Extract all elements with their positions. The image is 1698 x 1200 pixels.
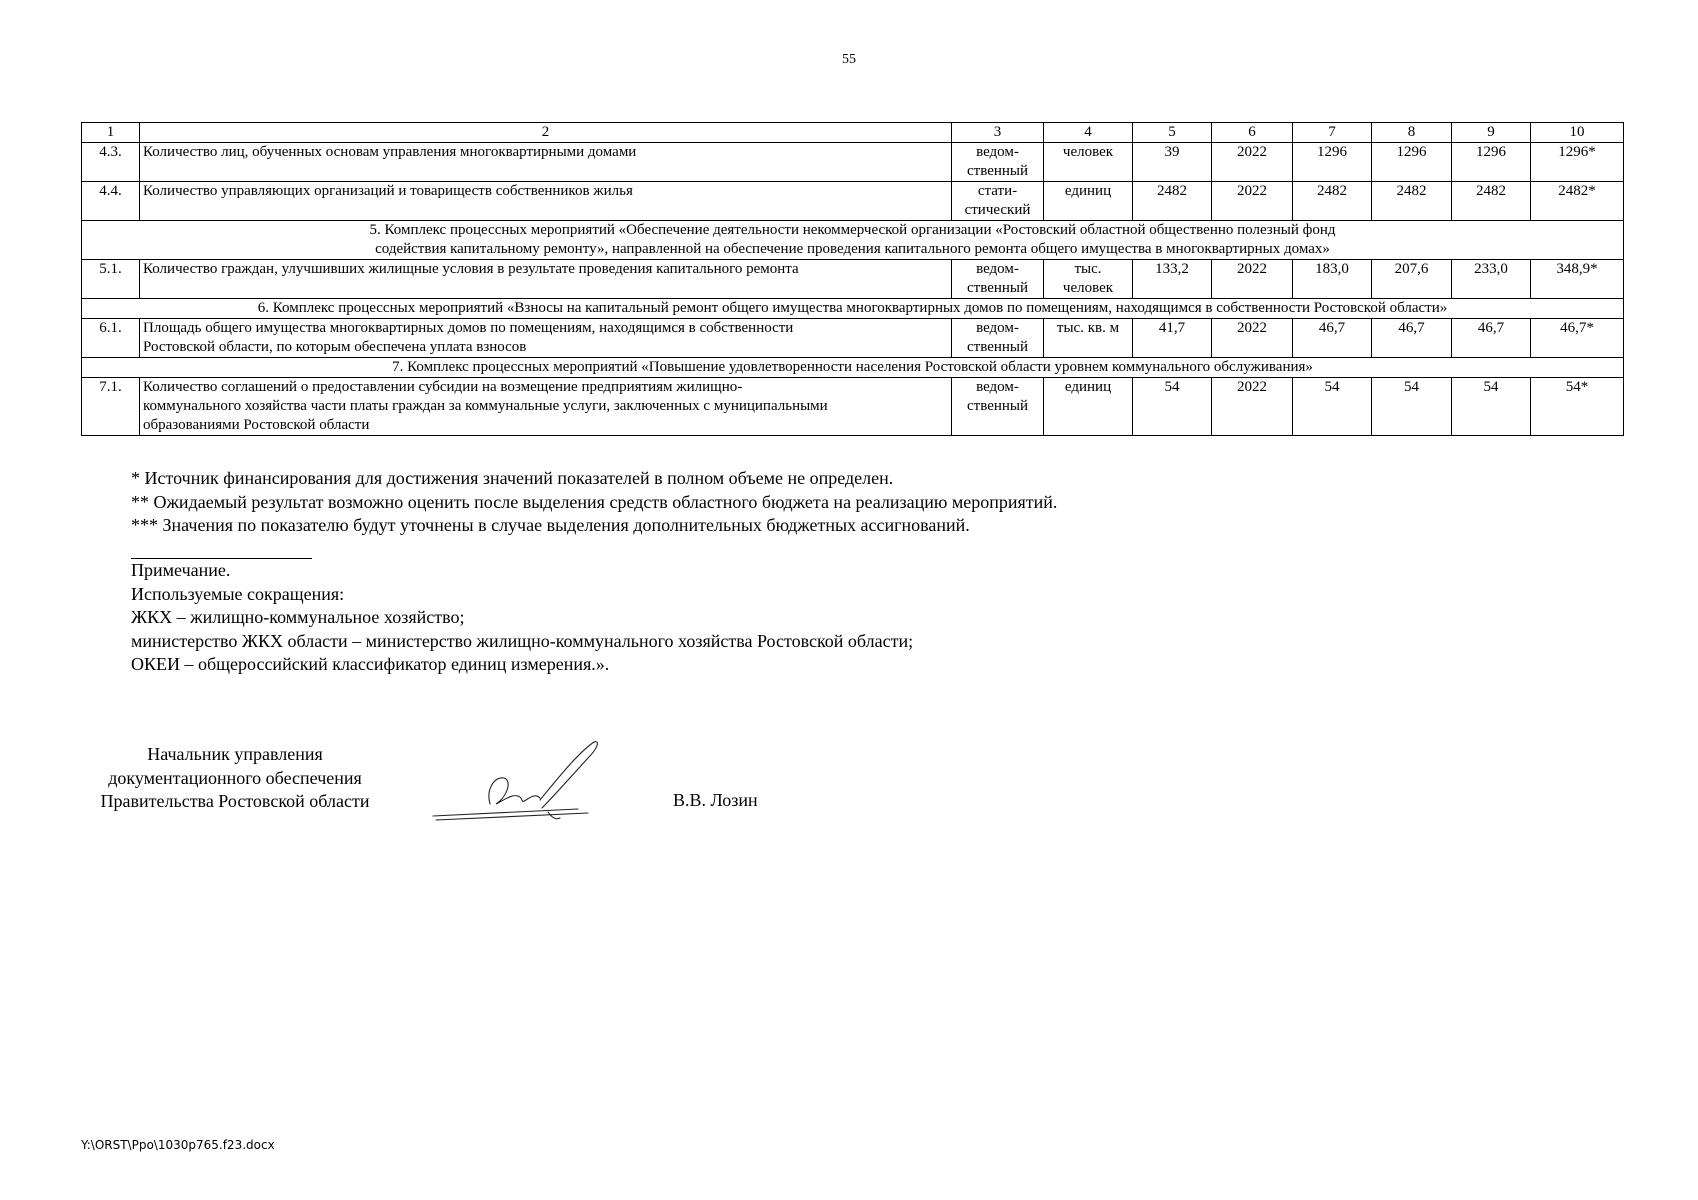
indicator-name-cell: Количество соглашений о предоставлении субсидии на возмещение предприятиям жилищно- коммунального хозяйства части платы граждан за коммунальные услуги, заключенных с муниципальными образованиями Ростовской области bbox=[140, 378, 952, 436]
footnote: *** Значения по показателю будут уточнены в случае выделения дополнительных бюджетных ассигнований. bbox=[131, 515, 970, 535]
section-heading-cell: 5. Комплекс процессных мероприятий «Обеспечение деятельности некоммерческой организации «Ростовский областной общественно полезный фонд содействия капитальному ремонту», направленной на обеспечение проведения капитального ремонта общего имущества в многоквартирных домах» bbox=[82, 221, 1624, 260]
section-heading-row bbox=[82, 358, 1624, 378]
column-number-cell: 2 bbox=[140, 123, 952, 143]
value-cell: 54 bbox=[1133, 378, 1212, 436]
unit-cell: единиц bbox=[1044, 378, 1133, 436]
table-header-row bbox=[82, 123, 1624, 143]
table-row bbox=[82, 182, 1624, 221]
value-cell: 54* bbox=[1531, 378, 1624, 436]
unit-cell: тыс. кв. м bbox=[1044, 319, 1133, 358]
value-cell: 2022 bbox=[1212, 143, 1293, 182]
signer-name: В.В. Лозин bbox=[673, 790, 758, 810]
value-cell: 54 bbox=[1372, 378, 1452, 436]
column-number-cell: 8 bbox=[1372, 123, 1452, 143]
unit-cell: человек bbox=[1044, 143, 1133, 182]
value-cell: 133,2 bbox=[1133, 260, 1212, 299]
remark-line: ОКЕИ – общероссийский классификатор единиц измерения.». bbox=[131, 654, 610, 674]
value-cell: 41,7 bbox=[1133, 319, 1212, 358]
data-source-cell: ведом- ственный bbox=[952, 143, 1044, 182]
row-number-cell: 6.1. bbox=[82, 319, 140, 358]
section-heading-row bbox=[82, 299, 1624, 319]
row-number-cell: 4.3. bbox=[82, 143, 140, 182]
column-number-cell: 10 bbox=[1531, 123, 1624, 143]
value-cell: 1296* bbox=[1531, 143, 1624, 182]
indicator-name-cell: Площадь общего имущества многоквартирных домов по помещениям, находящимся в собственности Ростовской области, по которым обеспечена уплата взносов bbox=[140, 319, 952, 358]
value-cell: 2482 bbox=[1372, 182, 1452, 221]
footnote: * Источник финансирования для достижения значений показателей в полном объеме не определен. bbox=[131, 468, 894, 488]
value-cell: 2022 bbox=[1212, 378, 1293, 436]
row-number-cell: 5.1. bbox=[82, 260, 140, 299]
data-source-cell: ведом- ственный bbox=[952, 378, 1044, 436]
row-number-cell: 7.1. bbox=[82, 378, 140, 436]
value-cell: 1296 bbox=[1452, 143, 1531, 182]
signatory-title-line: Правительства Ростовской области bbox=[100, 791, 370, 811]
table-row bbox=[82, 143, 1624, 182]
footnotes bbox=[131, 467, 1057, 538]
signatory-title-line: Начальник управления bbox=[147, 744, 323, 764]
column-number-cell: 1 bbox=[82, 123, 140, 143]
value-cell: 183,0 bbox=[1293, 260, 1372, 299]
data-source-cell: ведом- ственный bbox=[952, 319, 1044, 358]
table-row bbox=[82, 260, 1624, 299]
value-cell: 1296 bbox=[1293, 143, 1372, 182]
handwritten-signature bbox=[428, 738, 628, 828]
value-cell: 207,6 bbox=[1372, 260, 1452, 299]
value-cell: 1296 bbox=[1372, 143, 1452, 182]
value-cell: 39 bbox=[1133, 143, 1212, 182]
column-number-cell: 6 bbox=[1212, 123, 1293, 143]
indicator-name-cell: Количество граждан, улучшивших жилищные условия в результате проведения капитального ремонта bbox=[140, 260, 952, 299]
value-cell: 46,7 bbox=[1372, 319, 1452, 358]
value-cell: 46,7 bbox=[1293, 319, 1372, 358]
remarks bbox=[131, 559, 913, 677]
remark-line: министерство ЖКХ области – министерство жилищно-коммунального хозяйства Ростовской области; bbox=[131, 630, 914, 651]
unit-cell: тыс. человек bbox=[1044, 260, 1133, 299]
footnote: ** Ожидаемый результат возможно оценить после выделения средств областного бюджета на реализацию мероприятий. bbox=[131, 491, 1058, 512]
value-cell: 54 bbox=[1452, 378, 1531, 436]
value-cell: 2022 bbox=[1212, 260, 1293, 299]
value-cell: 46,7 bbox=[1452, 319, 1531, 358]
value-cell: 2022 bbox=[1212, 182, 1293, 221]
signatory-title bbox=[70, 743, 400, 814]
value-cell: 46,7* bbox=[1531, 319, 1624, 358]
value-cell: 2482 bbox=[1293, 182, 1372, 221]
value-cell: 2482 bbox=[1452, 182, 1531, 221]
remark-line: ЖКХ – жилищно-коммунальное хозяйство; bbox=[131, 607, 465, 627]
page-number: 55 bbox=[842, 52, 856, 67]
table-row bbox=[82, 319, 1624, 358]
value-cell: 2482 bbox=[1133, 182, 1212, 221]
table-body bbox=[82, 123, 1624, 436]
column-number-cell: 4 bbox=[1044, 123, 1133, 143]
row-number-cell: 4.4. bbox=[82, 182, 140, 221]
indicator-name-cell: Количество лиц, обученных основам управления многоквартирными домами bbox=[140, 143, 952, 182]
indicator-name-cell: Количество управляющих организаций и товариществ собственников жилья bbox=[140, 182, 952, 221]
data-source-cell: ведом- ственный bbox=[952, 260, 1044, 299]
value-cell: 54 bbox=[1293, 378, 1372, 436]
remark-line: Примечание. bbox=[131, 560, 231, 580]
value-cell: 2482* bbox=[1531, 182, 1624, 221]
unit-cell: единиц bbox=[1044, 182, 1133, 221]
value-cell: 2022 bbox=[1212, 319, 1293, 358]
file-path: Y:\ORST\Ppo\1030p765.f23.docx bbox=[81, 1138, 275, 1152]
column-number-cell: 9 bbox=[1452, 123, 1531, 143]
value-cell: 348,9* bbox=[1531, 260, 1624, 299]
column-number-cell: 3 bbox=[952, 123, 1044, 143]
column-number-cell: 5 bbox=[1133, 123, 1212, 143]
indicators-table bbox=[81, 122, 1624, 436]
section-heading-cell: 7. Комплекс процессных мероприятий «Повышение удовлетворенности населения Ростовской области уровнем коммунального обслуживания» bbox=[82, 358, 1624, 378]
section-heading-row bbox=[82, 221, 1624, 260]
column-number-cell: 7 bbox=[1293, 123, 1372, 143]
signatory-title-line: документационного обеспечения bbox=[108, 767, 362, 788]
section-heading-cell: 6. Комплекс процессных мероприятий «Взносы на капитальный ремонт общего имущества многоквартирных домов по помещениям, находящимся в собственности Ростовской области» bbox=[82, 299, 1624, 319]
data-source-cell: стати- стический bbox=[952, 182, 1044, 221]
table-row bbox=[82, 378, 1624, 436]
value-cell: 233,0 bbox=[1452, 260, 1531, 299]
remark-line: Используемые сокращения: bbox=[131, 583, 345, 604]
